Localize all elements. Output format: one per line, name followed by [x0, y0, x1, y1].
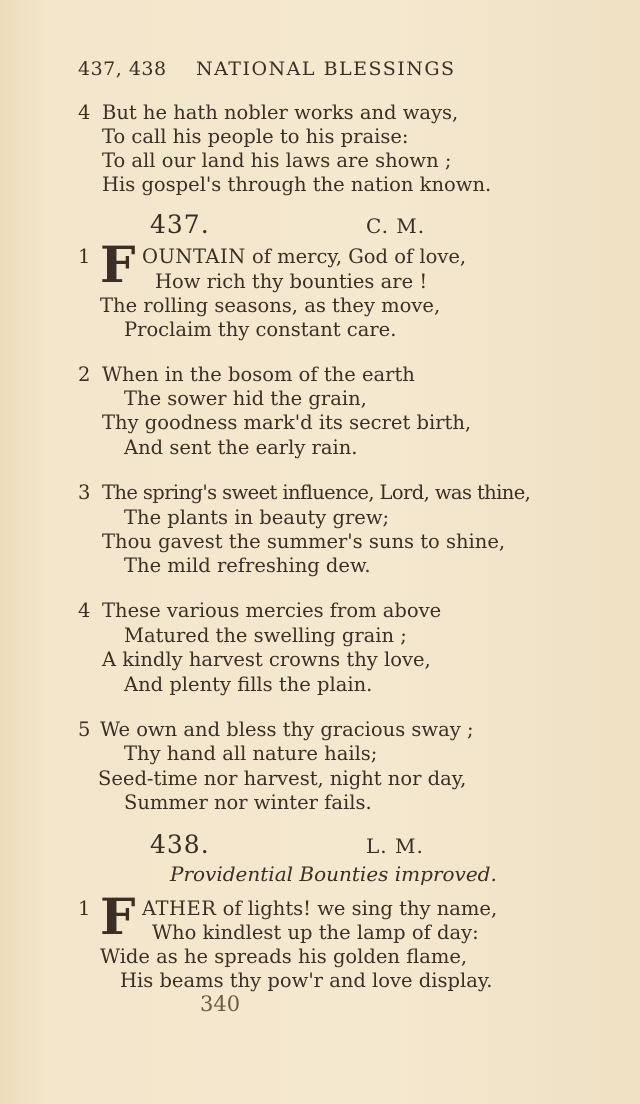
verse-line: Seed-time nor harvest, night nor day,	[98, 767, 467, 790]
header-title: NATIONAL BLESSINGS	[196, 58, 456, 80]
verse-line: Proclaim thy constant care.	[124, 318, 397, 341]
verse-line: The sower hid the grain,	[124, 387, 367, 410]
verse-line: Matured the swelling grain ;	[124, 624, 407, 647]
hymn-number: 438.	[150, 830, 210, 859]
verse-line: These various mercies from above	[102, 599, 442, 622]
stanza-number: 1	[78, 897, 91, 920]
verse-line: And sent the early rain.	[124, 436, 358, 459]
stanza-number: 1	[78, 245, 91, 268]
hymn-meter: L. M.	[366, 834, 424, 858]
verse-line: The spring's sweet influence, Lord, was thine,	[102, 481, 531, 504]
first-word-rest: ATHER	[142, 897, 217, 920]
verse-line: His beams thy pow'r and love display.	[120, 969, 493, 992]
stanza-number: 4	[78, 101, 91, 124]
verse-line: Thy goodness mark'd its secret birth,	[102, 411, 472, 434]
header-hymn-numbers: 437, 438	[78, 58, 167, 80]
first-line-tail: of lights! we sing thy name,	[216, 897, 498, 920]
verse-line	[142, 245, 466, 269]
verse-line: The plants in beauty grew;	[124, 506, 390, 529]
verse-line: To all our land his laws are shown ;	[102, 149, 452, 172]
verse-line: A kindly harvest crowns thy love,	[102, 648, 431, 671]
verse-line: When in the bosom of the earth	[102, 363, 415, 386]
verse-line: But he hath nobler works and ways,	[102, 101, 459, 124]
drop-cap: F	[100, 887, 136, 946]
verse-line: Wide as he spreads his golden flame,	[100, 945, 468, 968]
verse-line: Thou gavest the summer's suns to shine,	[102, 530, 506, 553]
verse-line: The mild refreshing dew.	[124, 554, 371, 577]
verse-line: We own and bless thy gracious sway ;	[100, 718, 474, 741]
first-line-tail: of mercy, God of love,	[245, 245, 467, 268]
verse-line: Summer nor winter fails.	[124, 791, 372, 814]
stanza-number: 3	[78, 481, 91, 504]
drop-cap: F	[100, 235, 136, 294]
stanza-number: 2	[78, 363, 91, 386]
hymn-subtitle: Providential Bounties improved.	[170, 862, 497, 886]
verse-line: How rich thy bounties are !	[155, 270, 428, 293]
verse-line: And plenty fills the plain.	[124, 673, 373, 696]
hymn-meter: C. M.	[366, 214, 426, 238]
verse-line: The rolling seasons, as they move,	[100, 294, 441, 317]
page-number: 340	[200, 992, 241, 1016]
verse-line	[142, 897, 497, 921]
stanza-number: 4	[78, 599, 91, 622]
verse-line: Thy hand all nature hails;	[124, 742, 378, 765]
verse-line: His gospel's through the nation known.	[102, 173, 492, 196]
hymn-number: 437.	[150, 210, 210, 239]
verse-line: To call his people to his praise:	[102, 125, 409, 148]
running-header	[78, 58, 456, 80]
verse-line: Who kindlest up the lamp of day:	[152, 921, 479, 944]
first-word-rest: OUNTAIN	[142, 245, 246, 268]
stanza-number: 5	[78, 718, 91, 741]
